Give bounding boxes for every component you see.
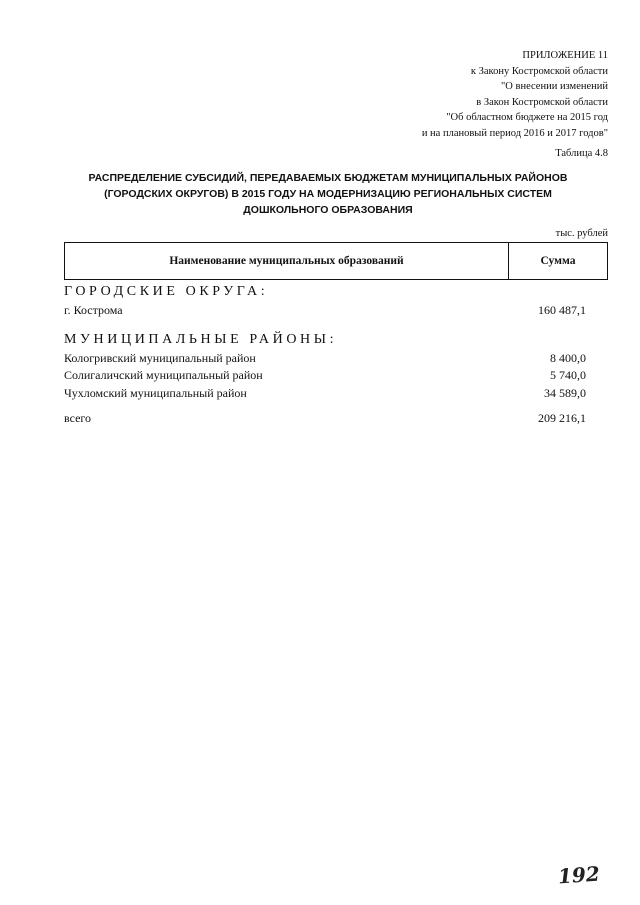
- table-row: [64, 385, 586, 403]
- appendix-line: и на плановый период 2016 и 2017 годов": [421, 127, 608, 139]
- section-municipal-districts: МУНИЦИПАЛЬНЫЕ РАЙОНЫ:: [64, 331, 338, 347]
- row-name: Чухломский муниципальный район: [64, 385, 247, 400]
- row-sum: 34 589,0: [544, 385, 586, 400]
- row-name: Кологривский муниципальный район: [64, 350, 256, 365]
- header-name-cell: Наименование муниципальных образований: [65, 243, 509, 279]
- appendix-line: к Закону Костромской области: [470, 65, 608, 77]
- document-title: [70, 170, 586, 218]
- row-sum: 160 487,1: [538, 303, 586, 317]
- table-row: [64, 367, 586, 385]
- title-line: РАСПРЕДЕЛЕНИЕ СУБСИДИЙ, ПЕРЕДАВАЕМЫХ БЮДЖЕТАМ МУНИЦИПАЛЬНЫХ РАЙОНОВ: [88, 172, 568, 184]
- total-row: [64, 410, 586, 428]
- total-sum: 209 216,1: [538, 411, 586, 425]
- table-row: [64, 302, 586, 320]
- appendix-header: [288, 48, 608, 141]
- total-label: всего: [64, 411, 92, 425]
- row-sum: 8 400,0: [550, 350, 586, 365]
- appendix-line: "О внесении изменений: [501, 81, 608, 92]
- table-row: [64, 350, 586, 368]
- table-header: [64, 242, 608, 280]
- row-name: г. Кострома: [64, 303, 123, 317]
- section-urban-districts: ГОРОДСКИЕ ОКРУГА:: [64, 284, 269, 299]
- units-label: тыс. рублей: [555, 228, 608, 239]
- title-line: (ГОРОДСКИХ ОКРУГОВ) В 2015 ГОДУ НА МОДЕРНИЗАЦИЮ РЕГИОНАЛЬНЫХ СИСТЕМ: [104, 188, 552, 200]
- row-sum: 5 740,0: [550, 368, 586, 382]
- table-number: Таблица 4.8: [555, 148, 608, 159]
- title-line: ДОШКОЛЬНОГО ОБРАЗОВАНИЯ: [243, 204, 413, 216]
- appendix-line: в Закон Костромской области: [476, 96, 608, 108]
- row-name: Солигаличский муниципальный район: [64, 368, 263, 382]
- table-body: [64, 280, 586, 428]
- header-sum-cell: Сумма: [540, 255, 576, 267]
- handwritten-page-number: 192: [557, 861, 601, 889]
- appendix-line: ПРИЛОЖЕНИЕ 11: [522, 50, 608, 61]
- appendix-line: "Об областном бюджете на 2015 год: [446, 112, 608, 123]
